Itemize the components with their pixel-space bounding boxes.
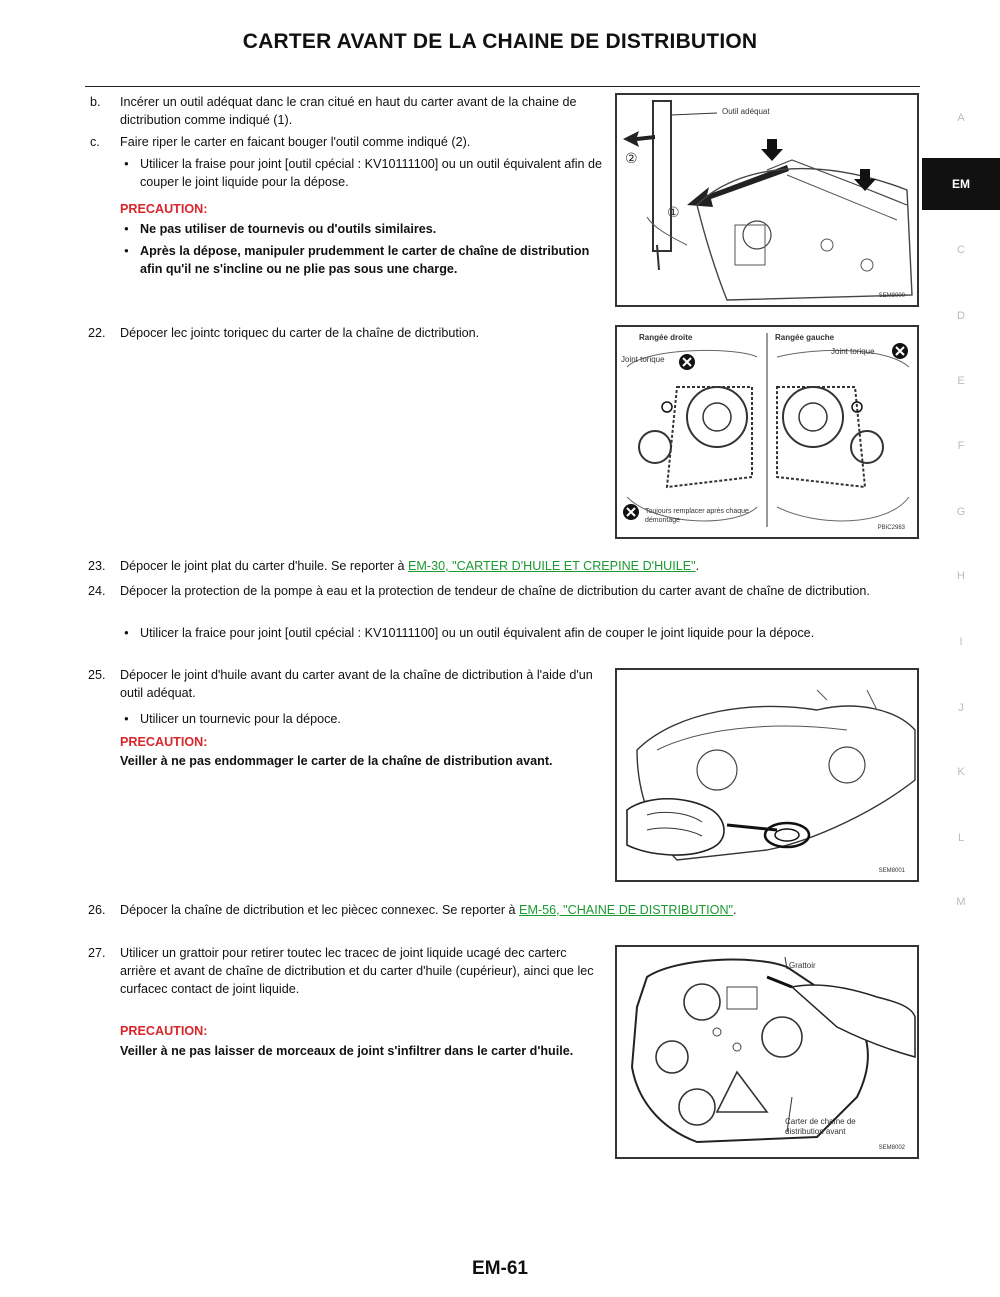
step-c-precaution-bullet-1: ● Ne pas utiliser de tournevis ou d'outils similaires. xyxy=(140,220,606,238)
step-27-number: 27. xyxy=(88,946,106,960)
figure-2-joint-left: Joint torique xyxy=(621,355,665,364)
figure-1-marker-2: ② xyxy=(625,150,638,166)
figure-4-code: SEM8002 xyxy=(878,1145,905,1151)
step-25-precaution-text: Veiller à ne pas endommager le carter de la chaîne de distribution avant. xyxy=(120,754,553,768)
step-27-text: Utilicer un grattoir pour retirer toutec lec tracec de joint liquide ucagé dec carterc arrière et avant de chaîne de dictribution et du carter d'huile (cupérieur), ainci que lec curfacec contact de joint liquide. xyxy=(120,946,594,996)
step-24-bullet: ● Utilicer la fraice pour joint [outil cpécial : KV10111100] ou un outil équivalent afin de couper le joint liquide pour la dépoce. xyxy=(140,624,920,642)
page-title: CARTER AVANT DE LA CHAINE DE DISTRIBUTION xyxy=(242,30,758,53)
step-25-number: 25. xyxy=(88,668,106,682)
step-c-precaution-label: PRECAUTION: xyxy=(120,202,208,216)
side-tab-d[interactable]: D xyxy=(957,310,965,322)
step-26-tail: . xyxy=(733,903,737,917)
figure-1-marker-1: ① xyxy=(667,204,680,220)
side-tab-a[interactable]: A xyxy=(957,112,965,124)
figure-2-note: Toujours remplacer après chaque démontage xyxy=(645,508,749,524)
step-23-number: 23. xyxy=(88,559,106,573)
side-tab-em[interactable]: EM xyxy=(922,158,1000,210)
step-26-text: Dépocer la chaîne de dictribution et lec piècec connexec. Se reporter à xyxy=(120,903,520,917)
step-c-number: c. xyxy=(90,135,100,149)
figure-1-code: SEM8000 xyxy=(878,293,905,299)
figure-3-code: SEM8001 xyxy=(878,868,905,874)
figure-2-joint-right: Joint torique xyxy=(831,347,875,356)
side-tab-j[interactable]: J xyxy=(958,702,964,714)
step-23-tail: . xyxy=(695,559,700,573)
side-tab-e[interactable]: E xyxy=(957,375,965,387)
figure-2-right-title: Rangée gauche xyxy=(775,333,835,342)
step-c-precaution-bullet-2: ● Après la dépose, manipuler prudemment le carter de chaîne de distribution afin qu'il ne s'incline ou ne plie pas sous une charge. xyxy=(140,242,606,278)
page-number: EM-61 xyxy=(472,1258,528,1279)
side-tab-h[interactable]: H xyxy=(957,570,965,582)
step-c-bullet: ● Utilicer la fraise pour joint [outil cpécial : KV10111100] ou un outil équivalent afin de couper le joint liquide pour la dépose. xyxy=(140,155,606,191)
step-26-link[interactable]: EM-56, "CHAINE DE DISTRIBUTION" xyxy=(519,903,734,917)
step-22-text: Dépocer lec jointc toriquec du carter de la chaîne de dictribution. xyxy=(120,326,480,340)
step-b-text: Incérer un outil adéquat danc le cran citué en haut du carter avant de la chaine de dictribution comme indiqué (1). xyxy=(120,95,577,127)
side-tab-g[interactable]: G xyxy=(956,506,966,518)
step-23-link[interactable]: EM-30, "CARTER D'HUILE ET CREPINE D'HUILE" xyxy=(408,559,696,573)
figure-2-code: PBIC2983 xyxy=(877,525,905,531)
side-tab-c[interactable]: C xyxy=(957,244,965,256)
step-24-text: Dépocer la protection de la pompe à eau et la protection de tendeur de chaîne de dictribution du carter avant de chaîne de dictribution. xyxy=(120,584,870,598)
step-24-number: 24. xyxy=(88,584,106,598)
figure-4-cover-label: Carter de chaîne de distribution avant xyxy=(785,1117,856,1136)
step-26-number: 26. xyxy=(88,903,106,917)
figure-oil-seal-removal xyxy=(615,668,919,882)
step-26-text-line xyxy=(120,901,920,919)
side-tab-k[interactable]: K xyxy=(957,766,965,778)
figure-gasket-scraping xyxy=(615,945,919,1159)
oil-seal-drawing xyxy=(617,670,917,880)
figure-4-scraper-label: Grattoir xyxy=(789,961,816,970)
step-23-text-line xyxy=(120,557,920,575)
step-c-text: Faire riper le carter en faicant bouger l'outil comme indiqué (2). xyxy=(120,135,471,149)
step-25-bullet: ● Utilicer un tournevic pour la dépoce. xyxy=(140,710,606,728)
side-tab-f[interactable]: F xyxy=(957,440,965,452)
figure-1-tool-label: Outil adéquat xyxy=(722,107,770,116)
step-27-precaution-text: Veiller à ne pas laisser de morceaux de joint s'infiltrer dans le carter d'huile. xyxy=(120,1044,574,1058)
side-tab-l[interactable]: L xyxy=(957,832,965,844)
engine-cover-drawing xyxy=(617,95,917,305)
step-23-text: Dépocer le joint plat du carter d'huile. Se reporter à xyxy=(120,559,409,573)
step-27-precaution-label: PRECAUTION: xyxy=(120,1024,208,1038)
title-rule xyxy=(85,86,920,87)
step-25-text: Dépocer le joint d'huile avant du carter avant de la chaîne de dictribution à l'aide d'un outil adéquat. xyxy=(120,668,593,700)
step-22-number: 22. xyxy=(88,326,106,340)
side-tab-i[interactable]: I xyxy=(959,636,963,648)
figure-2-left-title: Rangée droite xyxy=(639,333,693,342)
figure-tool-insertion xyxy=(615,93,919,307)
step-b-number: b. xyxy=(90,95,101,109)
step-25-precaution-label: PRECAUTION: xyxy=(120,735,208,749)
side-tab-m[interactable]: M xyxy=(956,896,966,908)
figure-o-rings xyxy=(615,325,919,539)
